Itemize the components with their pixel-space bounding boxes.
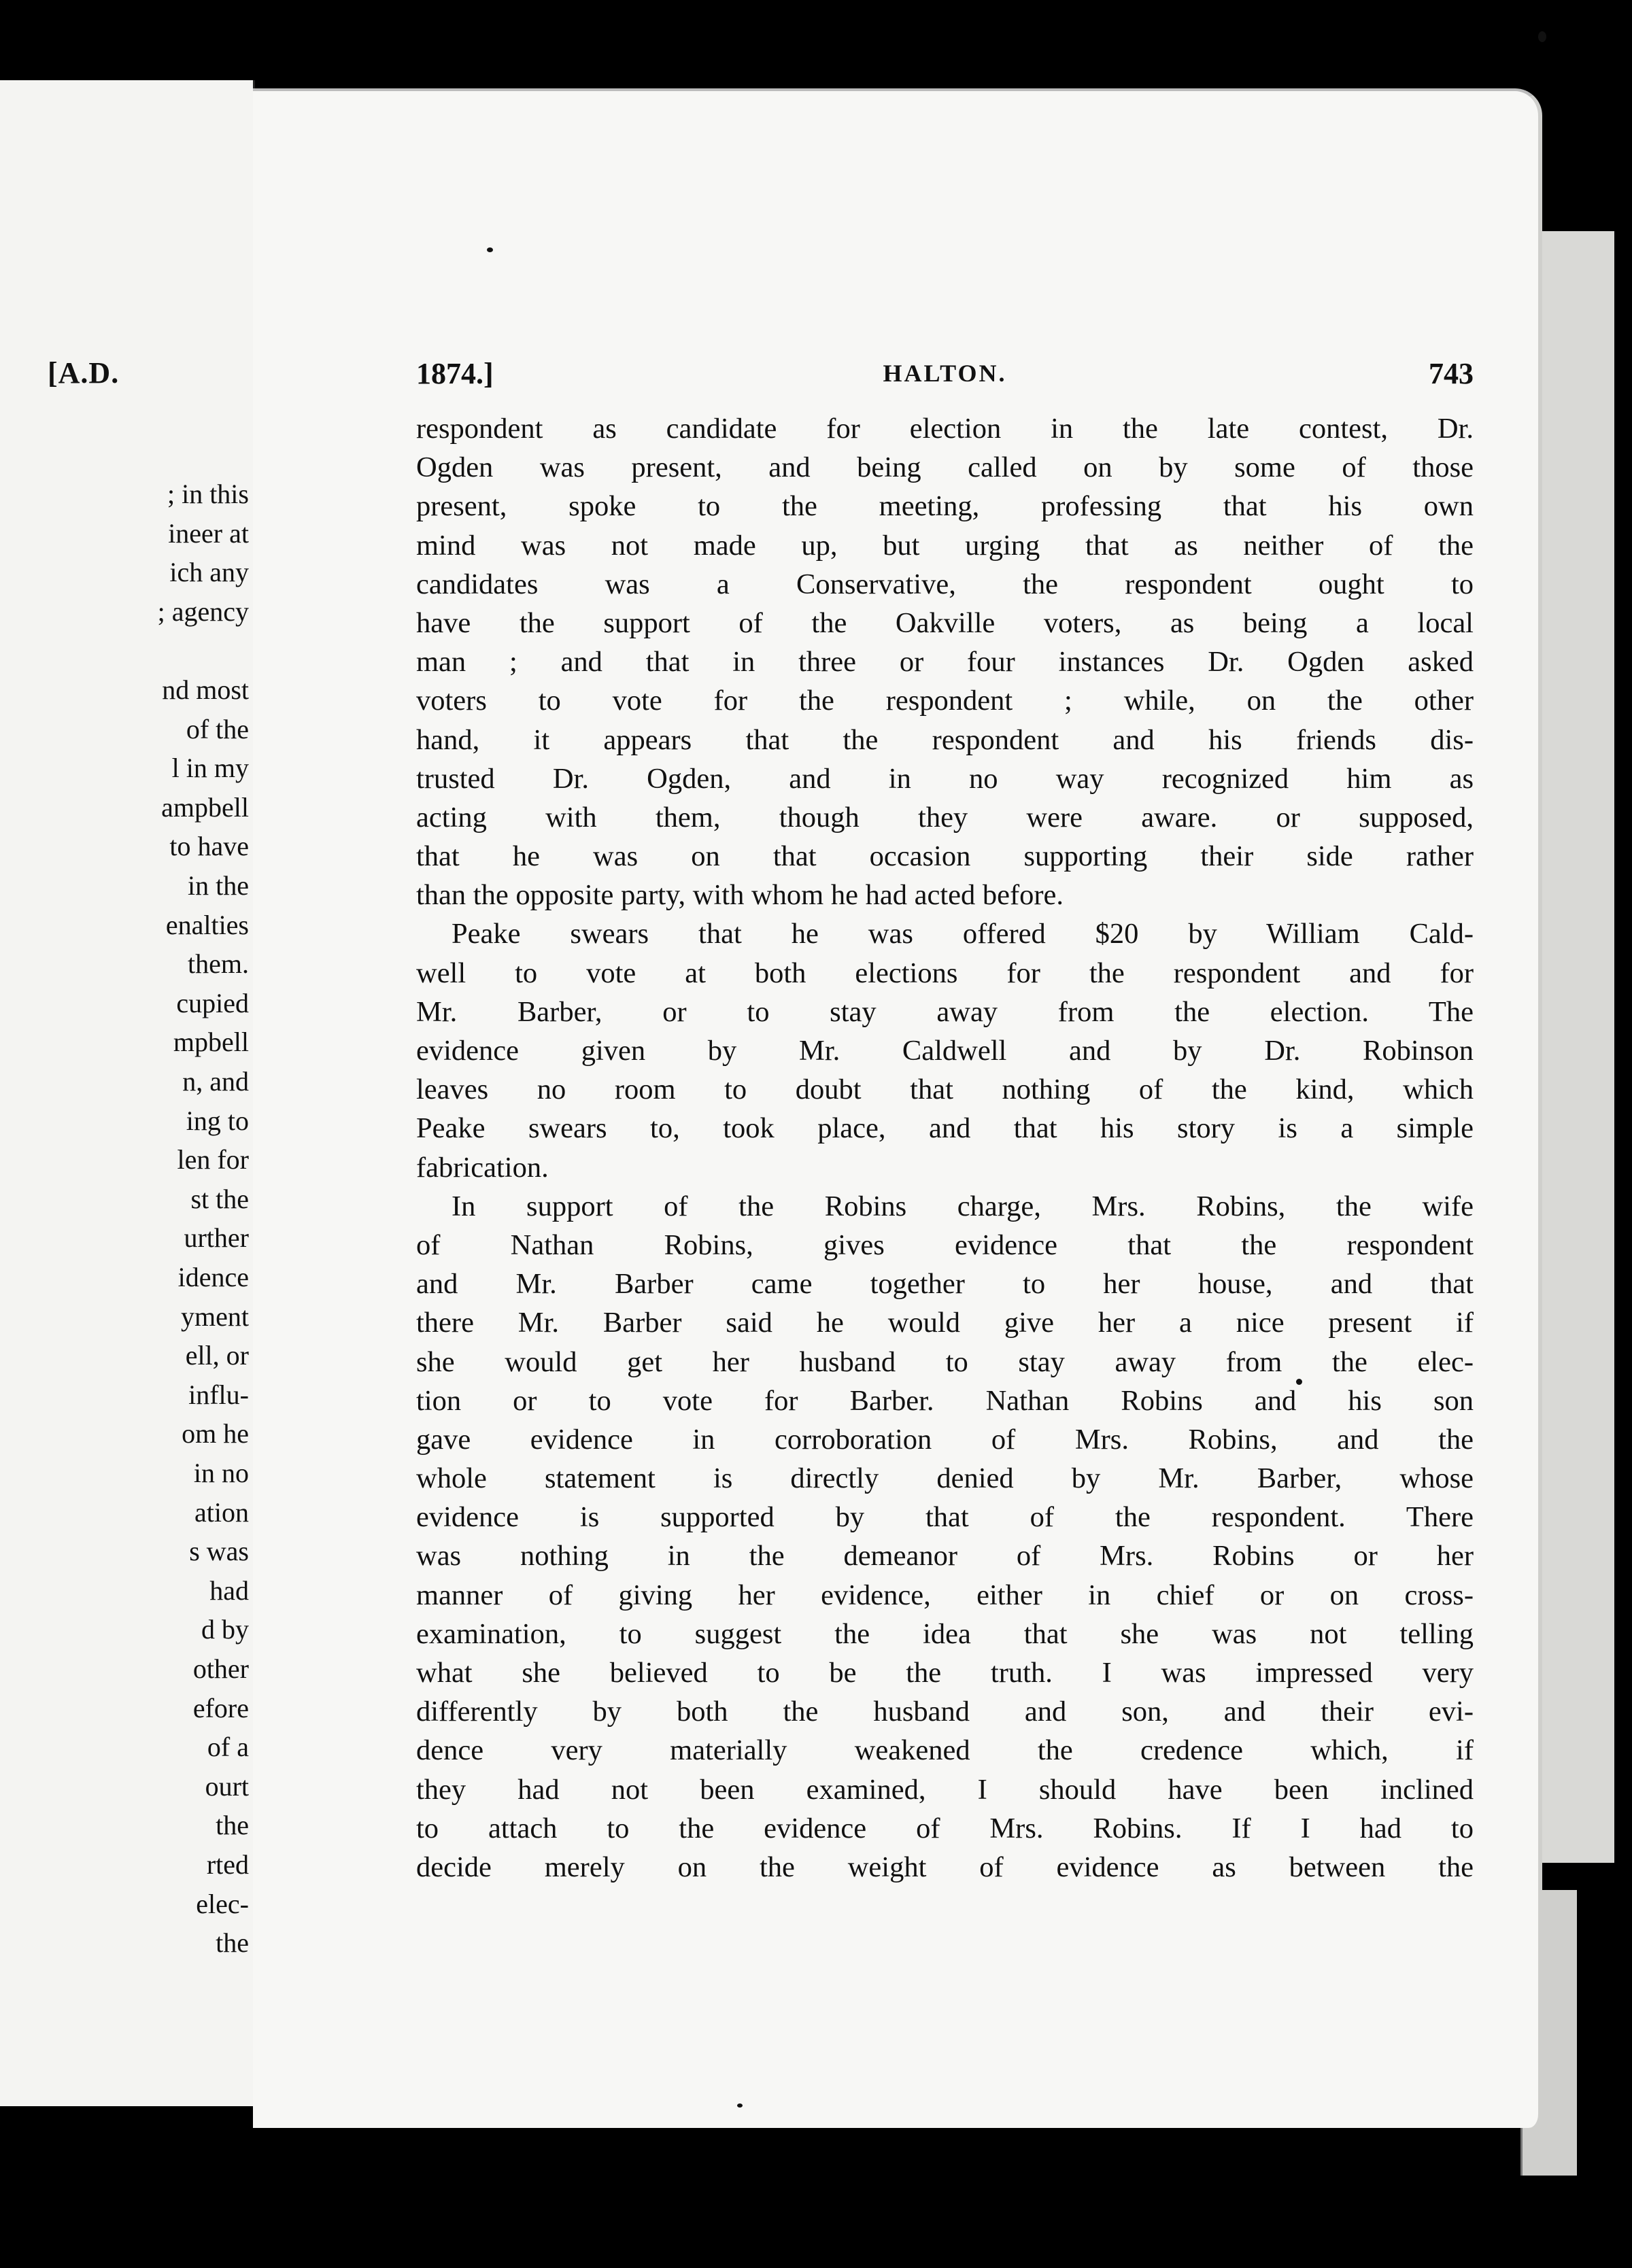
scan-speck (1538, 31, 1546, 42)
text-line: fabrication. (416, 1151, 549, 1184)
text-line: Mr. Barber, or to stay away from the election. The (416, 995, 1474, 1028)
running-header (416, 356, 1474, 397)
left-page-line: to have (169, 831, 249, 862)
left-page-line: rted (206, 1849, 249, 1880)
left-page-line: the (216, 1927, 249, 1959)
left-page-line: ing to (186, 1105, 249, 1136)
left-page-line: ampbell (161, 791, 249, 823)
left-page-line: in the (188, 870, 249, 901)
left-page-line: ourt (205, 1770, 249, 1802)
left-page-line: s was (189, 1536, 249, 1567)
scan-speck (737, 2103, 743, 2108)
page-number: 743 (1429, 357, 1474, 390)
left-page-line: cupied (176, 987, 249, 1018)
text-line: manner of giving her evidence, either in chief or on cross- (416, 1579, 1474, 1611)
text-line: present, spoke to the meeting, professing that his own (416, 490, 1474, 523)
left-page-line: ation (194, 1496, 249, 1528)
left-page-line: the (216, 1810, 249, 1841)
text-line: there Mr. Barber said he would give her a nice present if (416, 1307, 1474, 1339)
text-line: evidence given by Mr. Caldwell and by Dr. Robinson (416, 1035, 1474, 1067)
left-page-line: mpbell (173, 1027, 249, 1058)
text-line: what she believed to be the truth. I was impressed very (416, 1657, 1474, 1689)
left-page-line: of the (186, 713, 249, 744)
left-page-line: in no (193, 1458, 249, 1488)
paragraph (416, 409, 1474, 914)
text-line: dence very materially weakened the credence which, if (416, 1734, 1474, 1767)
text-line: decide merely on the weight of evidence as between the (416, 1851, 1474, 1883)
main-page (253, 88, 1542, 2128)
left-page-folio: [A.D. (48, 356, 120, 390)
left-page-line: efore (192, 1692, 249, 1723)
left-page-line: ich any (169, 557, 249, 588)
left-page-line: them. (188, 948, 249, 980)
text-line: candidates was a Conservative, the respondent ought to (416, 568, 1474, 600)
page-edge-stack (1530, 231, 1614, 1863)
paragraph (416, 914, 1474, 1186)
left-page-line: had (209, 1575, 249, 1606)
left-page-line: om he (182, 1418, 249, 1449)
text-line: leaves no room to doubt that nothing of the kind, which (416, 1073, 1474, 1106)
left-page-line: of a (207, 1732, 249, 1763)
text-line: of Nathan Robins, gives evidence that the respondent (416, 1228, 1474, 1261)
text-line: respondent as candidate for election in the late contest, Dr. (416, 413, 1474, 445)
left-page-line: other (192, 1653, 249, 1684)
text-line: tion or to vote for Barber. Nathan Robins and his son (416, 1384, 1474, 1417)
text-line: whole statement is directly denied by Mr. Barber, whose (416, 1462, 1474, 1495)
text-line: hand, it appears that the respondent and his friends dis- (416, 723, 1474, 756)
text-line: well to vote at both elections for the respondent and for (416, 957, 1474, 989)
left-page-line: n, and (182, 1066, 249, 1097)
text-line: Peake swears to, took place, and that his story is a simple (416, 1112, 1474, 1145)
left-page-line: yment (181, 1301, 249, 1332)
left-page-line: ; in this (167, 479, 249, 509)
left-page-line: nd most (162, 674, 249, 705)
left-page-line: enalties (165, 909, 249, 940)
text-line: voters to vote for the respondent ; while, on the other (416, 685, 1474, 717)
left-page-line: idence (177, 1262, 249, 1292)
text-line: that he was on that occasion supporting their side rather (416, 840, 1474, 873)
text-line: to attach to the evidence of Mrs. Robins. If I had to (416, 1812, 1474, 1844)
text-line: she would get her husband to stay away from the elec- (416, 1345, 1474, 1378)
left-page-line: l in my (171, 753, 249, 784)
text-line: acting with them, though they were aware. or supposed, (416, 801, 1474, 834)
left-page-line: influ- (188, 1379, 249, 1410)
left-page-line: elec- (196, 1888, 249, 1919)
text-line: examination, to suggest the idea that she was not telling (416, 1617, 1474, 1650)
text-line: they had not been examined, I should have been inclined (416, 1773, 1474, 1806)
text-line: mind was not made up, but urging that as neither of the (416, 529, 1474, 562)
left-page-line: ell, or (185, 1340, 249, 1371)
text-line: Ogden was present, and being called on by some of those (416, 451, 1474, 484)
text-line: Peake swears that he was offered $20 by William Cald- (452, 918, 1474, 950)
left-page-line: urther (184, 1222, 249, 1254)
text-line: have the support of the Oakville voters, as being a local (416, 606, 1474, 639)
scan-speck (487, 247, 493, 252)
text-line: than the opposite party, with whom he had acted before. (416, 879, 1064, 912)
header-title: HALTON. (883, 360, 1007, 387)
left-page-line: d by (201, 1614, 249, 1645)
scan-speck (1296, 1379, 1302, 1385)
text-line: evidence is supported by that of the respondent. There (416, 1501, 1474, 1534)
text-line: gave evidence in corroboration of Mrs. Robins, and the (416, 1423, 1474, 1456)
text-line: differently by both the husband and son, and their evi- (416, 1696, 1474, 1728)
left-page-line: ; agency (157, 596, 249, 627)
header-year: 1874.] (416, 357, 494, 390)
text-line: man ; and that in three or four instances Dr. Ogden asked (416, 646, 1474, 678)
left-page-line: len for (177, 1144, 249, 1175)
facing-page-left (0, 80, 255, 2106)
text-line: was nothing in the demeanor of Mrs. Robins or her (416, 1540, 1474, 1573)
body-text (416, 409, 1474, 1887)
text-line: and Mr. Barber came together to her house, and that (416, 1268, 1474, 1301)
left-page-line: ineer at (168, 517, 249, 549)
text-line: In support of the Robins charge, Mrs. Robins, the wife (452, 1190, 1474, 1222)
left-page-line: st the (190, 1183, 249, 1214)
paragraph (416, 1187, 1474, 1887)
text-line: trusted Dr. Ogden, and in no way recognized him as (416, 762, 1474, 795)
